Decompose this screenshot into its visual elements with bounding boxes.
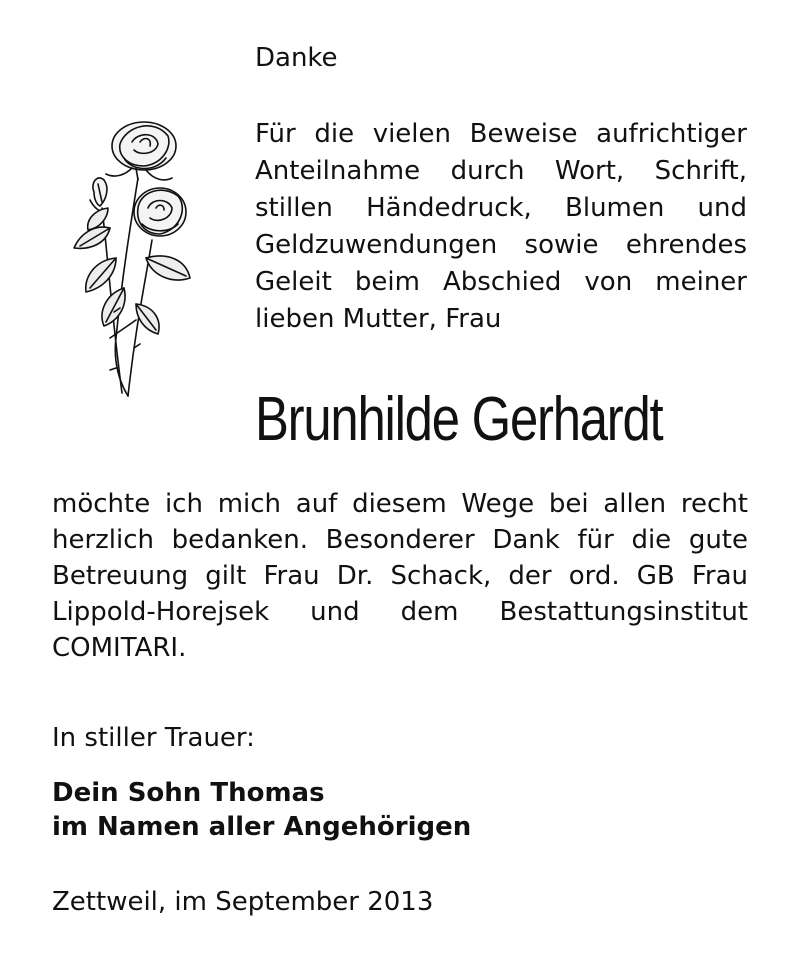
intro-line: Geleit beim Abschied von meiner — [255, 267, 747, 297]
signature-line: Dein Sohn Thomas — [52, 778, 325, 808]
body-line: möchte ich mich auf diesem Wege bei allen recht — [52, 489, 748, 519]
intro-line: lieben Mutter, Frau — [255, 304, 502, 334]
intro-line: Geldzuwendungen sowie ehrendes — [255, 230, 747, 260]
thanks-text — [52, 486, 748, 666]
intro-line: Anteilnahme durch Wort, Schrift, — [255, 156, 747, 186]
signature — [52, 776, 471, 844]
intro-text — [255, 116, 747, 338]
signature-line: im Namen aller Angehörigen — [52, 812, 472, 842]
intro-line: Für die vielen Beweise aufrichtiger — [255, 119, 747, 149]
body-line: Betreuung gilt Frau Dr. Schack, der ord. GB Frau — [52, 561, 748, 591]
notice-heading: Danke — [255, 43, 338, 73]
body-line: herzlich bedanken. Besonderer Dank für die gute — [52, 525, 748, 555]
mourning-line: In stiller Trauer: — [52, 723, 255, 753]
intro-line: stillen Händedruck, Blumen und — [255, 193, 747, 223]
deceased-name: Brunhilde Gerhardt — [255, 385, 663, 454]
rose-illustration — [50, 108, 200, 398]
body-line: Lippold-Horejsek und dem Bestattungsinstitut — [52, 597, 748, 627]
place-date: Zettweil, im September 2013 — [52, 887, 434, 917]
body-line: COMITARI. — [52, 633, 187, 663]
